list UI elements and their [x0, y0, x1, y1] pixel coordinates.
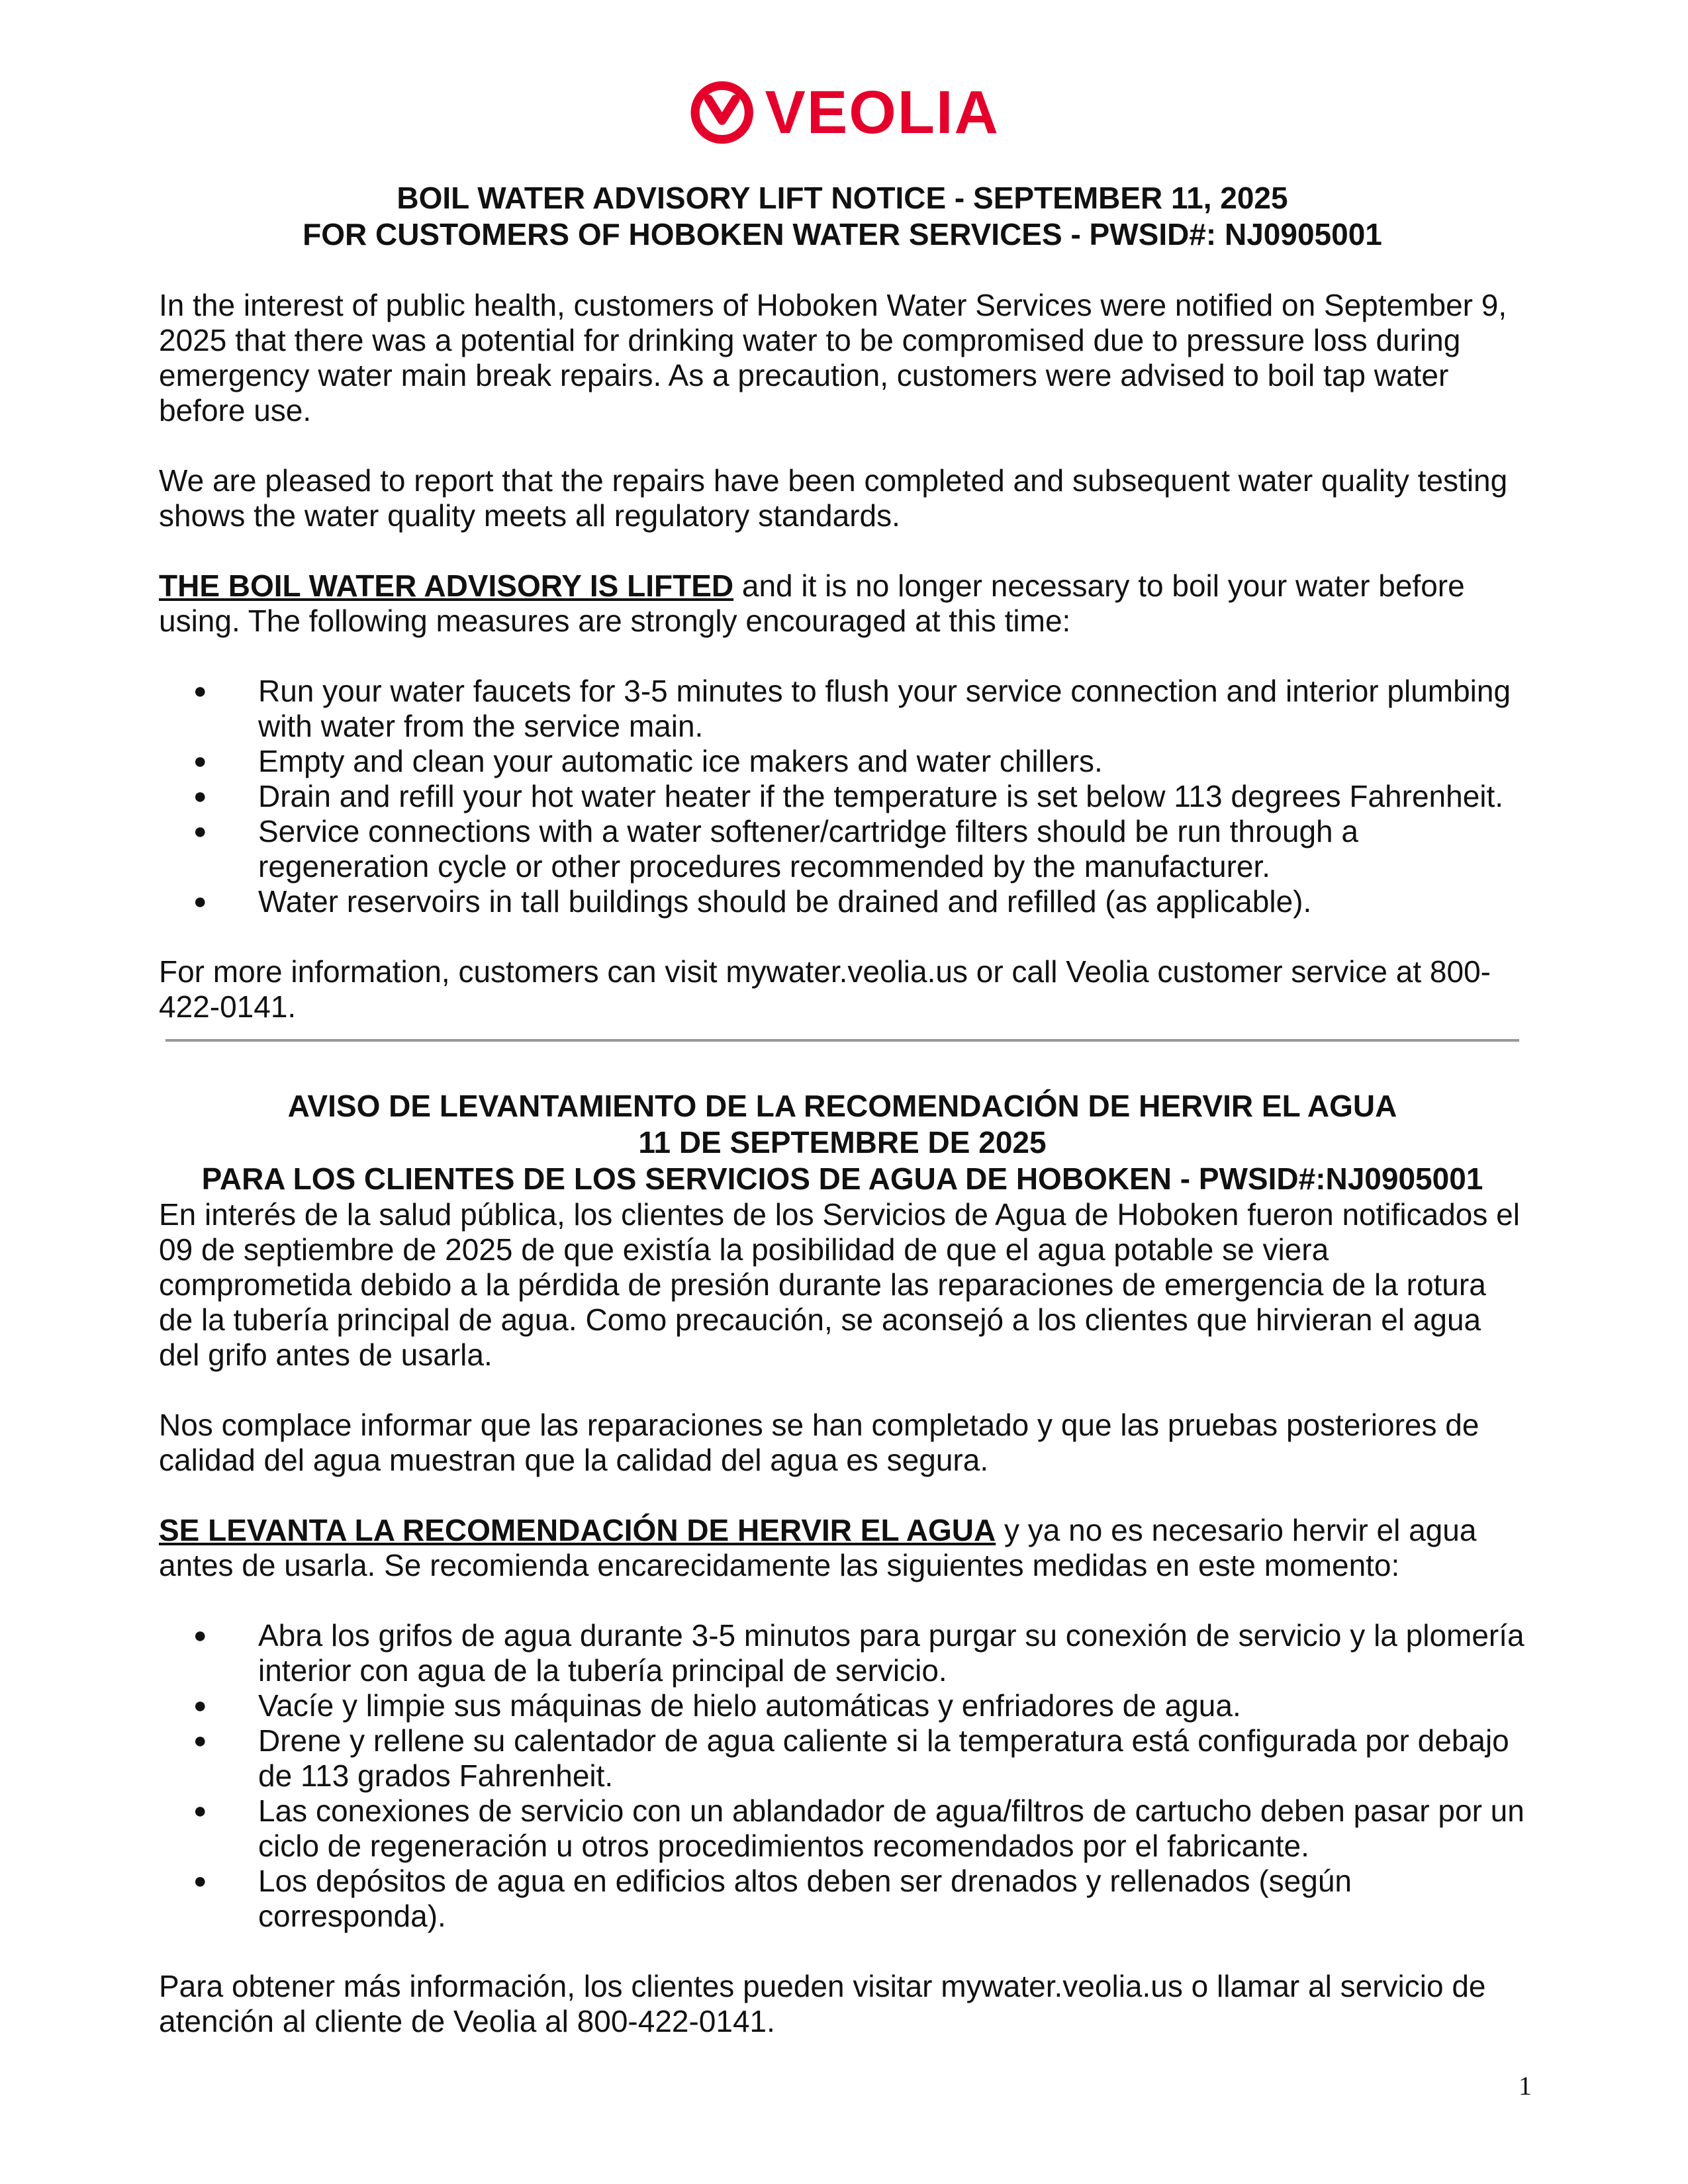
- list-item: ● Los depósitos de agua en edificios altos deben ser drenados y rellenados (según corresponda).: [159, 1864, 1526, 1934]
- spanish-contact: Para obtener más información, los clientes pueden visitar mywater.veolia.us o llamar al servicio de atención al cliente de Veolia al 800-422-0141.: [159, 1969, 1486, 2038]
- spanish-lifted-paragraph: [159, 1513, 1526, 1583]
- english-title-line1: BOIL WATER ADVISORY LIFT NOTICE - SEPTEMBER 11, 2025: [397, 181, 1288, 215]
- spanish-measures-list: [159, 1618, 1526, 1934]
- list-item: ● Vacíe y limpie sus máquinas de hielo automáticas y enfriadores de agua.: [159, 1688, 1526, 1723]
- veolia-logo: [688, 69, 1000, 156]
- list-item: ● Run your water faucets for 3-5 minutes to flush your service connection and interior plumbing with water from the service main.: [159, 674, 1526, 744]
- spanish-paragraph-1: En interés de la salud pública, los clientes de los Servicios de Agua de Hoboken fueron notificados el 09 de septiembre de 2025 de que existía la posibilidad de que el agua potable se viera comprometida debido a la pérdida de presión durante las reparaciones de emergencia de la rotura de la tubería principal de agua. Como precaución, se aconsejó a los clientes que hirvieran el agua del grifo antes de usarla.: [159, 1197, 1520, 1372]
- english-contact: For more information, customers can visit mywater.veolia.us or call Veolia customer service at 800-422-0141.: [159, 954, 1491, 1024]
- list-item: ● Las conexiones de servicio con un ablandador de agua/filtros de cartucho deben pasar por un ciclo de regeneración u otros procedimientos recomendados por el fabricante.: [159, 1794, 1526, 1864]
- english-paragraph-2: We are pleased to report that the repairs have been completed and subsequent water quality testing shows the water quality meets all regulatory standards.: [159, 463, 1508, 533]
- spanish-section: [159, 1088, 1526, 2039]
- list-item: ● Water reservoirs in tall buildings should be drained and refilled (as applicable).: [159, 884, 1526, 919]
- spanish-lifted-heading: SE LEVANTA LA RECOMENDACIÓN DE HERVIR EL AGUA: [159, 1513, 996, 1547]
- page-number: 1: [1519, 2071, 1532, 2101]
- list-item: ● Abra los grifos de agua durante 3-5 minutos para purgar su conexión de servicio y la plomería interior con agua de la tubería principal de servicio.: [159, 1618, 1526, 1688]
- english-paragraph-1: In the interest of public health, customers of Hoboken Water Services were notified on September 9, 2025 that there was a potential for drinking water to be compromised due to pressure loss during emergency water main break repairs. As a precaution, customers were advised to boil tap water before use.: [159, 288, 1507, 428]
- english-section: [159, 180, 1526, 1024]
- list-item: ● Service connections with a water softener/cartridge filters should be run through a regeneration cycle or other procedures recommended by the manufacturer.: [159, 814, 1526, 884]
- spanish-lifted-text: y ya no es necesario hervir el agua antes de usarla. Se recomienda encarecidamente las siguientes medidas en este momento:: [159, 1513, 1477, 1582]
- brand-name: VEOLIA: [765, 79, 1000, 146]
- english-lifted-text: and it is no longer necessary to boil your water before using. The following measures are strongly encouraged at this time:: [159, 569, 1465, 638]
- spanish-title-line2: 11 DE SEPTEMBRE DE 2025: [638, 1125, 1047, 1160]
- notice-body: [159, 180, 1526, 2039]
- spanish-title-line3: PARA LOS CLIENTES DE LOS SERVICIOS DE AGUA DE HOBOKEN - PWSID#:NJ0905001: [201, 1161, 1483, 1196]
- english-title-line2: FOR CUSTOMERS OF HOBOKEN WATER SERVICES - PWSID#: NJ0905001: [303, 217, 1382, 251]
- english-lifted-heading: THE BOIL WATER ADVISORY IS LIFTED: [159, 569, 734, 603]
- english-lifted-paragraph: [159, 569, 1526, 639]
- spanish-paragraph-2: Nos complace informar que las reparaciones se han completado y que las pruebas posteriores de calidad del agua muestran que la calidad del agua es segura.: [159, 1408, 1479, 1477]
- list-item: ● Empty and clean your automatic ice makers and water chillers.: [159, 744, 1526, 779]
- veolia-emblem-icon: [688, 69, 756, 156]
- list-item: ● Drain and refill your hot water heater if the temperature is set below 113 degrees Fahrenheit.: [159, 779, 1526, 814]
- list-item: ● Drene y rellene su calentador de agua caliente si la temperatura está configurada por debajo de 113 grados Fahrenheit.: [159, 1723, 1526, 1794]
- spanish-title-line1: AVISO DE LEVANTAMIENTO DE LA RECOMENDACIÓN DE HERVIR EL AGUA: [287, 1089, 1397, 1123]
- english-measures-list: [159, 674, 1526, 919]
